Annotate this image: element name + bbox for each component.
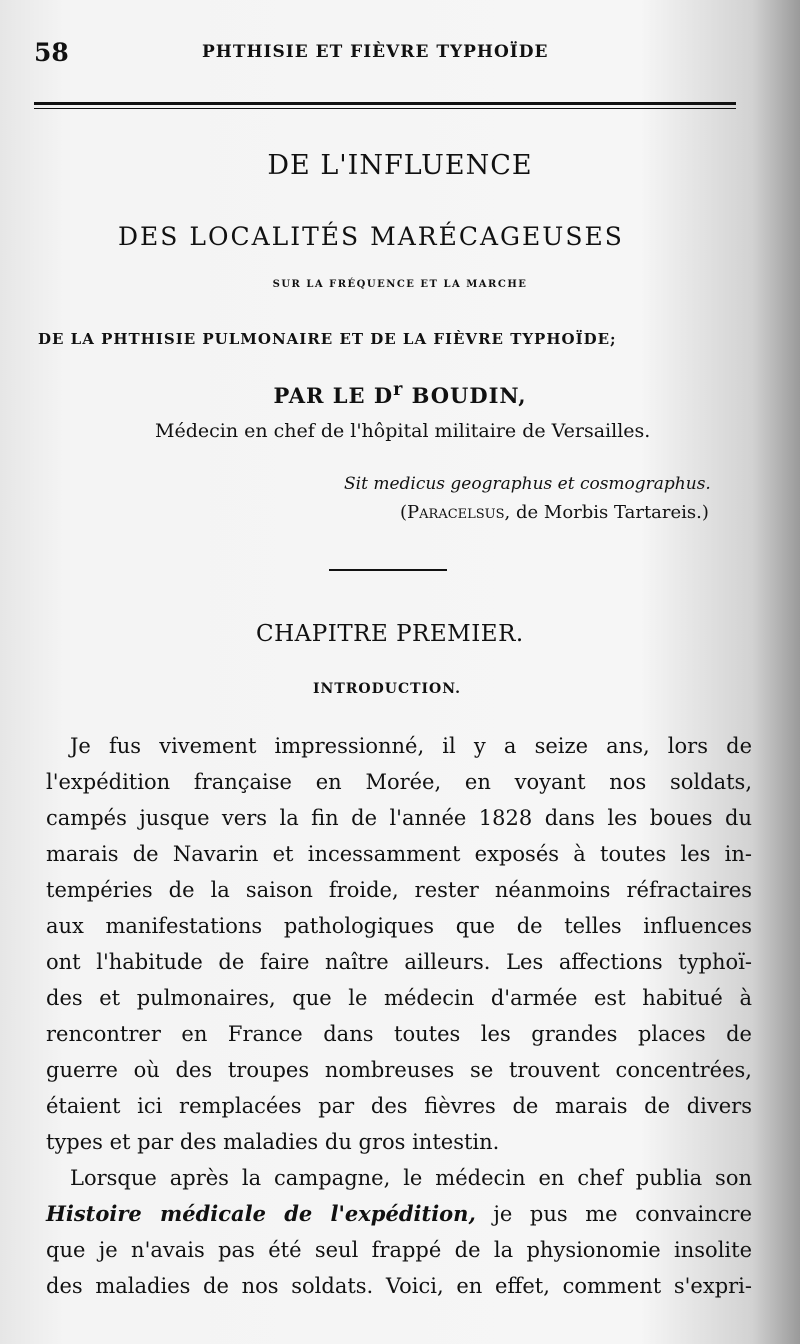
article-title-line2: DES LOCALITÉS MARÉCAGEUSES — [118, 222, 624, 251]
body-line: étaient ici remplacées par des fièvres de marais de divers — [46, 1094, 752, 1118]
article-title: DE L'INFLUENCE — [267, 150, 533, 181]
body-line: l'expédition française en Morée, en voyant nos soldats, — [46, 770, 752, 794]
running-title: PHTHISIE ET FIÈVRE TYPHOÏDE — [202, 42, 549, 62]
article-title-line3: SUR LA FRÉQUENCE ET LA MARCHE — [272, 279, 528, 290]
body-line: types et par des maladies du gros intestin. — [46, 1130, 500, 1154]
epigraph-source-open: ( — [400, 502, 408, 523]
article-title-line4: DE LA PHTHISIE PULMONAIRE ET DE LA FIÈVRE TYPHOÏDE; — [38, 330, 617, 348]
body-line: guerre où des troupes nombreuses se trouvent concentrées, — [46, 1058, 752, 1082]
author-byline — [0, 380, 800, 408]
epigraph-quote: Sit medicus geographus et cosmographus. — [344, 474, 711, 494]
book-title-italic: Histoire médicale de l'expédition, — [46, 1201, 476, 1226]
header-rule-thin — [34, 108, 736, 109]
body-line: des maladies de nos soldats. Voici, en effet, comment s'expri- — [46, 1274, 752, 1298]
body-line: Lorsque après la campagne, le médecin en chef publia son — [70, 1166, 752, 1190]
body-line: tempéries de la saison froide, rester néanmoins réfractaires — [46, 878, 752, 902]
author-name: BOUDIN, — [403, 383, 527, 408]
author-prefix: PAR LE D — [273, 383, 394, 408]
chapter-subtitle: INTRODUCTION. — [313, 681, 462, 697]
epigraph-source — [400, 502, 709, 523]
body-text-run: je pus me convaincre — [475, 1202, 752, 1226]
page-header — [34, 38, 734, 72]
body-line: aux manifestations pathologiques que de telles influences — [46, 914, 752, 938]
body-line: Je fus vivement impressionné, il y a seize ans, lors de — [70, 734, 752, 758]
body-line: des et pulmonaires, que le médecin d'armée est habitué à — [46, 986, 752, 1010]
body-line: que je n'avais pas été seul frappé de la physionomie insolite — [46, 1238, 752, 1262]
section-divider — [329, 569, 447, 571]
body-line — [46, 1199, 752, 1229]
header-rule — [34, 102, 736, 105]
author-title-sup: r — [393, 380, 404, 400]
body-line: campés jusque vers la fin de l'année 1828 dans les boues du — [46, 806, 752, 830]
body-line: ont l'habitude de faire naître ailleurs. Les affections typhoï- — [46, 950, 752, 974]
body-line: rencontrer en France dans toutes les grandes places de — [46, 1022, 752, 1046]
epigraph-source-rest: , de Morbis Tartareis.) — [504, 502, 709, 523]
epigraph-source-author: Paracelsus — [407, 502, 505, 523]
page-number: 58 — [34, 38, 69, 67]
author-role: Médecin en chef de l'hôpital militaire de Versailles. — [155, 420, 651, 442]
chapter-title: CHAPITRE PREMIER. — [256, 621, 524, 647]
body-line: marais de Navarin et incessamment exposés à toutes les in- — [46, 842, 752, 866]
